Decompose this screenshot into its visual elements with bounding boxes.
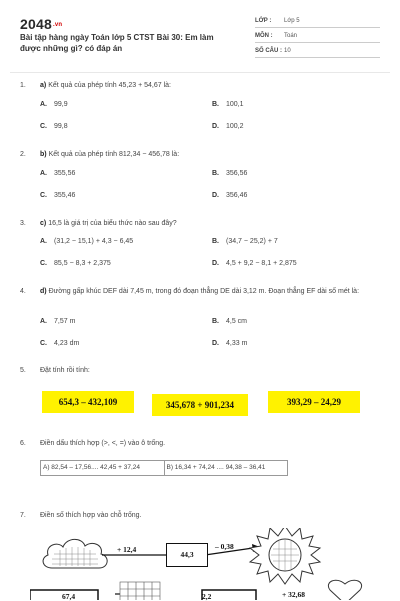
option-d[interactable]: D. 100,2 [212,123,244,130]
operation-label: + 32,68 [282,590,306,599]
question-number: 7. [20,512,26,519]
question-text: d) Đường gấp khúc DEF dài 7,45 m, trong đó đoạn thẳng DE dài 3,12 m. Đoạn thẳng EF dài số mét là: [40,288,360,295]
meta-value-count: 10 [284,48,291,54]
operation-label: – 0,38 [215,542,234,551]
question-text: Điền số thích hợp vào chỗ trống. [40,512,142,519]
option-a[interactable]: A. 99,9 [40,101,68,108]
option-a[interactable]: A. 7,57 m [40,318,76,325]
option-a[interactable]: A. (31,2 − 15,1) + 4,3 − 6,45 [40,238,134,245]
question-number: 1. [20,82,26,89]
question-text: Điền dấu thích hợp (>, <, =) vào ô trống. [40,440,166,447]
operation-label: + 12,4 [117,545,137,554]
meta-value-class: Lớp 5 [284,18,300,24]
option-b[interactable]: B. 356,56 [212,170,248,177]
flow-value-bottom-mid: 2,2 [202,592,212,601]
number-flow-diagram [30,528,390,600]
meta-label-subject: MÔN : [255,33,273,39]
calc-item: 345,678 + 901,234 [152,394,248,416]
option-c[interactable]: C. 355,46 [40,192,76,199]
meta-label-class: LỚP : [255,18,272,24]
calc-item: 393,29 – 24,29 [268,391,360,413]
option-c[interactable]: C. 99,8 [40,123,68,130]
cloud-shape [43,539,107,568]
option-b[interactable]: B. 100,1 [212,101,244,108]
question-number: 2. [20,151,26,158]
meta-label-count: SỐ CÂU : [255,48,282,54]
question-number: 5. [20,367,26,374]
option-d[interactable]: D. 4,5 + 9,2 − 8,1 + 2,875 [212,260,297,267]
option-b[interactable]: B. (34,7 − 25,2) + 7 [212,238,278,245]
comparison-table [40,460,288,476]
option-d[interactable]: D. 4,33 m [212,340,248,347]
question-text: c) 16,5 là giá trị của biểu thức nào sau đây? [40,220,177,227]
question-text: b) Kết quả của phép tính 812,34 − 456,78 là: [40,151,180,158]
header-divider [10,72,390,73]
question-text: a) Kết quả của phép tính 45,23 + 54,67 là: [40,82,171,89]
question-text: Đặt tính rồi tính: [40,367,90,374]
sun-shape [250,528,320,584]
question-number: 6. [20,440,26,447]
heart-shape [328,580,361,600]
option-d[interactable]: D. 356,46 [212,192,248,199]
calc-item: 654,3 – 432,109 [42,391,134,413]
grid-box [120,582,160,600]
page-title: Bài tập hàng ngày Toán lớp 5 CTST Bài 30: Em làm được những gì? có đáp án [20,33,214,53]
meta-value-subject: Toán [284,33,298,39]
question-number: 3. [20,220,26,227]
option-c[interactable]: C. 85,5 − 8,3 + 2,375 [40,260,111,267]
option-c[interactable]: C. 4,23 dm [40,340,80,347]
meta-divider [255,57,380,58]
comparison-left[interactable]: A) 82,54 – 17,56.... 42,45 + 37,24 [43,464,141,471]
flow-value-box: 44,3 [166,543,208,567]
option-b[interactable]: B. 4,5 cm [212,318,248,325]
comparison-right[interactable]: B) 16,34 + 74,24 .... 94,38 – 36,41 [164,461,288,475]
site-logo[interactable]: 2048.vn [20,16,63,32]
flow-value-bottom-left: 67,4 [62,592,76,601]
option-a[interactable]: A. 355,56 [40,170,76,177]
meta-divider [255,27,380,28]
question-number: 4. [20,288,26,295]
meta-divider [255,42,380,43]
